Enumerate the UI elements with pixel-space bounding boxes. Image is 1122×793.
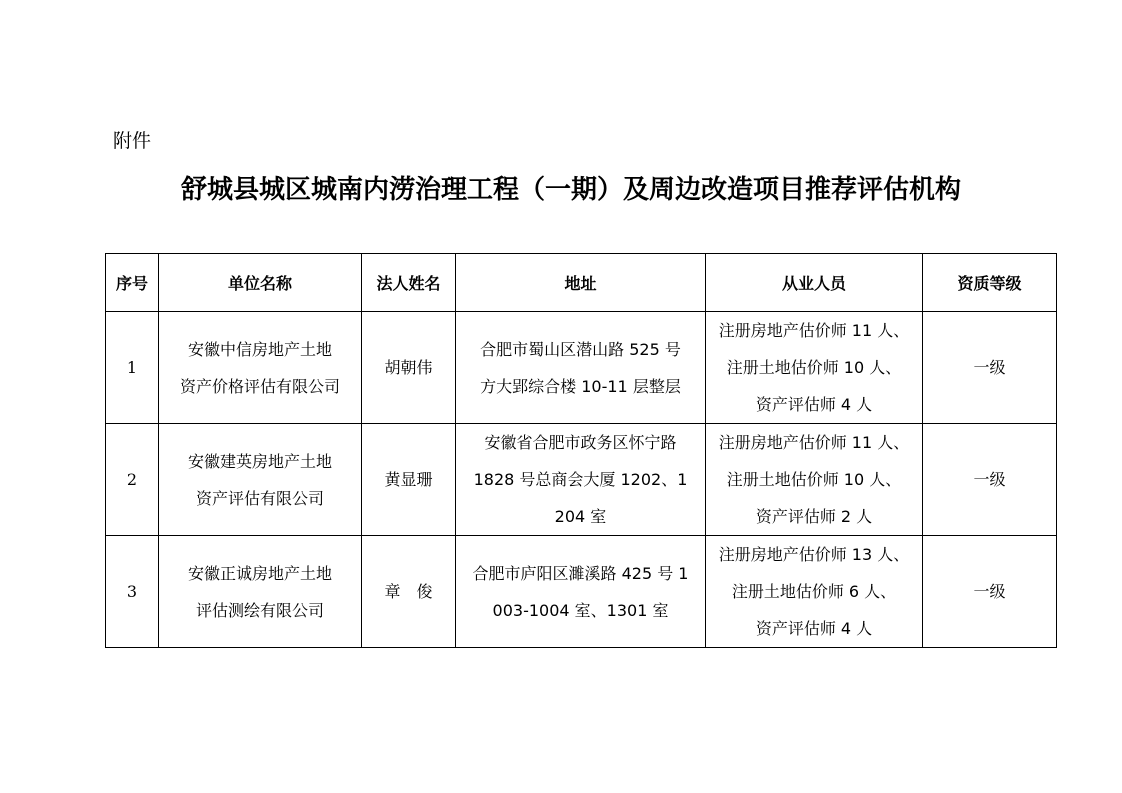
address-line: 方大郢综合楼 10-11 层整层 bbox=[480, 376, 681, 396]
address-line: 1828 号总商会大厦 1202、1 bbox=[473, 470, 688, 489]
address-line: 安徽省合肥市政务区怀宁路 bbox=[484, 433, 677, 452]
staff bbox=[706, 312, 923, 424]
attachment-label: 附件 bbox=[113, 130, 152, 152]
qualification: 一级 bbox=[923, 312, 1057, 424]
staff-line: 注册房地产估价师 13 人、 bbox=[718, 545, 910, 564]
address-line: 003-1004 室、1301 室 bbox=[492, 600, 669, 620]
qualification: 一级 bbox=[923, 424, 1057, 536]
company-name bbox=[159, 424, 362, 536]
legal-person: 章 俊 bbox=[362, 536, 456, 648]
column-header-staff: 从业人员 bbox=[706, 254, 923, 312]
qualification: 一级 bbox=[923, 536, 1057, 648]
staff-line: 资产评估师 4 人 bbox=[755, 619, 873, 638]
company-name-line: 安徽中信房地产土地 bbox=[187, 339, 332, 359]
company-name bbox=[159, 312, 362, 424]
table-header-row bbox=[106, 254, 1057, 312]
staff-line: 资产评估师 4 人 bbox=[755, 395, 873, 414]
row-index: 2 bbox=[106, 424, 159, 536]
column-header-address: 地址 bbox=[456, 254, 706, 312]
staff-line: 资产评估师 2 人 bbox=[755, 507, 873, 526]
staff-line: 注册房地产估价师 11 人、 bbox=[718, 433, 910, 452]
column-header-legal-person: 法人姓名 bbox=[362, 254, 456, 312]
column-header-index: 序号 bbox=[106, 254, 159, 312]
row-index: 3 bbox=[106, 536, 159, 648]
legal-person: 黄显珊 bbox=[362, 424, 456, 536]
company-name-line: 安徽建英房地产土地 bbox=[187, 451, 332, 471]
address bbox=[456, 536, 706, 648]
staff-line: 注册房地产估价师 11 人、 bbox=[718, 321, 910, 340]
column-header-name: 单位名称 bbox=[159, 254, 362, 312]
table-row bbox=[106, 536, 1057, 648]
legal-person: 胡朝伟 bbox=[362, 312, 456, 424]
company-name-line: 资产评估有限公司 bbox=[195, 488, 324, 508]
agency-table bbox=[105, 253, 1057, 648]
table-row bbox=[106, 312, 1057, 424]
address bbox=[456, 424, 706, 536]
table-row bbox=[106, 424, 1057, 536]
company-name-line: 资产价格评估有限公司 bbox=[179, 376, 340, 396]
document-title: 舒城县城区城南内涝治理工程（一期）及周边改造项目推荐评估机构 bbox=[180, 175, 961, 205]
company-name bbox=[159, 536, 362, 648]
address bbox=[456, 312, 706, 424]
address-line: 合肥市蜀山区潜山路 525 号 bbox=[480, 339, 681, 359]
staff-line: 注册土地估价师 10 人、 bbox=[726, 358, 902, 377]
company-name-line: 评估测绘有限公司 bbox=[195, 600, 324, 620]
company-name-line: 安徽正诚房地产土地 bbox=[187, 563, 332, 583]
staff bbox=[706, 536, 923, 648]
address-line: 合肥市庐阳区濉溪路 425 号 1 bbox=[472, 563, 689, 583]
staff-line: 注册土地估价师 10 人、 bbox=[726, 470, 902, 489]
address-line: 204 室 bbox=[554, 507, 607, 526]
staff bbox=[706, 424, 923, 536]
row-index: 1 bbox=[106, 312, 159, 424]
staff-line: 注册土地估价师 6 人、 bbox=[731, 582, 897, 601]
column-header-qualification: 资质等级 bbox=[923, 254, 1057, 312]
